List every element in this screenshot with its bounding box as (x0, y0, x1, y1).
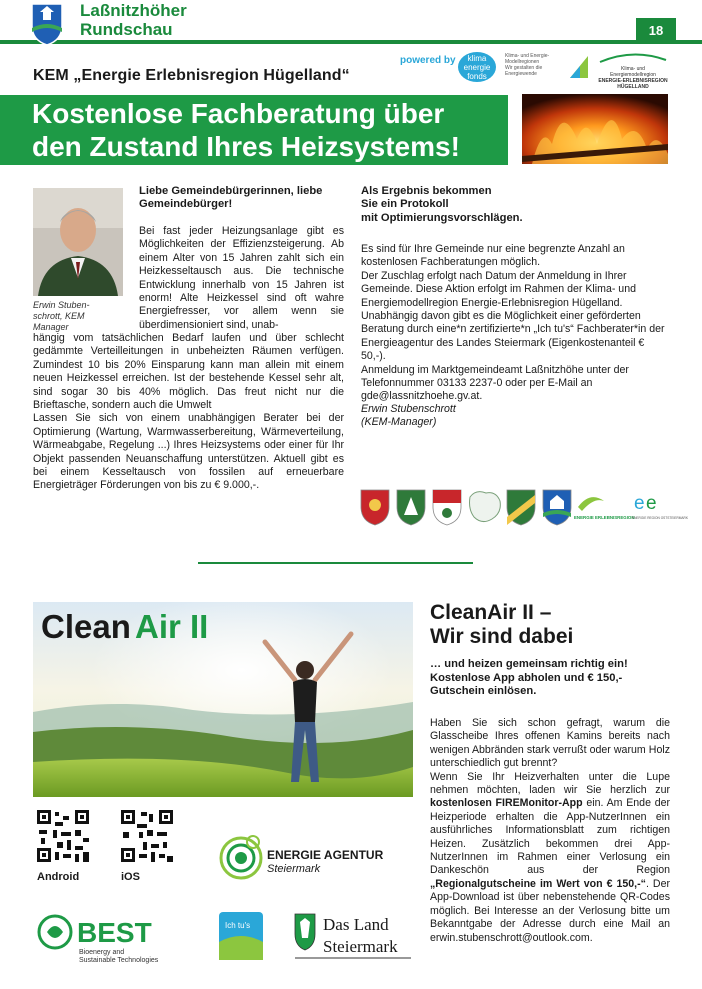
signature (361, 403, 456, 430)
best-sub2: Sustainable Technologies (79, 957, 159, 964)
municipality-coats-row (358, 487, 688, 527)
region-logo-line3: HÜGELLAND (617, 84, 649, 90)
result-heading: Als Ergebnis bekommen Sie ein Protokoll (361, 185, 492, 211)
coat-of-arms-1-icon (361, 490, 389, 525)
kem-title: KEM „Energie Erlebnisregion Hügelland“ (33, 67, 350, 84)
headline-line2: den Zustand Ihres Heizsystems! (32, 131, 460, 162)
article-headline (32, 97, 502, 163)
ich-tus-logo (219, 912, 263, 960)
cleanair-title-part2: Air II (135, 608, 209, 645)
cleanair-promo-graphic (33, 602, 413, 972)
energie-erlebnisregion-logo (574, 497, 635, 520)
ichtus-label: Ich tu's (225, 921, 251, 930)
fire-photo (522, 94, 668, 164)
cleanair-subheading: … und heizen gemeinsam richtig ein! Kostenlose App abholen und € 150,- Gutschein einlösen. (430, 658, 628, 697)
cleanair-paragraph-2 (430, 771, 670, 945)
agentur-line2: Steiermark (267, 863, 321, 875)
ee-logo-mark-icon: e (634, 493, 645, 514)
signature-name: Erwin Stubenschrott (361, 403, 456, 415)
energie-logo-label: ENERGIE ERLEBNISREGION (574, 515, 635, 520)
ios-label: iOS (121, 871, 140, 883)
land-line1: Das Land (323, 915, 389, 934)
qr-code-ios-icon (119, 808, 175, 864)
kem-logo-line1: Klima- und Energie-Modellregionen (505, 53, 550, 65)
newspaper-title-line1: Laßnitzhöher (80, 1, 187, 20)
article-text-col2 (361, 243, 668, 404)
kem-leaf-icon (568, 54, 590, 80)
best-sub1: Bioenergy and (79, 949, 125, 956)
coat-of-arms-3-icon (433, 490, 461, 525)
col2-paragraph-3: Unabhängig davon gibt es die Möglichkeit einer geförderten Beratung durch eine*n zertifizierte*n „Ich tu's“ Fachberater*in der Energieagentur des Landes Steiermark (Eigenkostenanteil € 50,-). (361, 310, 665, 363)
article-text-col1-bottom (33, 332, 344, 493)
region-map-icon (470, 492, 501, 522)
qr-code-android-icon (35, 808, 91, 864)
newspaper-title (80, 1, 187, 39)
cleanair-p2-text-e: . Der App-Download ist über nebenstehende QR-Codes möglich. Bei Interesse an der Verlosung bitte um Bekanntgabe der Adresse durch eine Mail an erwin.stubenschrott@outlook.com. (430, 877, 670, 944)
col2-paragraph-2: Der Zuschlag erfolgt nach Datum der Anmeldung in Ihrer Gemeinde. Diese Aktion erfolgt im Rahmen der Klima- und Energiemodellregion Energie-Erlebnisregion Hügelland. (361, 269, 636, 309)
col1-paragraph-1: hängig vom tatsächlichen Bedarf laufen und über schlecht gedämmte Verteilleitungen in unbeheizten Räumen verfügen. Zumindest 10 bis 20% Einsparung kann man allein mit einem neuen Heizkessel erreichen. Ist der bestehende Kessel sehr alt, sind sogar 30 bis 40% möglich. Das freut nicht nur die Brieftasche, sondern auch die Umwelt (33, 332, 344, 412)
result-heading-2: mit Optimierungsvorschlägen. (361, 212, 523, 224)
kem-logo-line2: Wir gestalten die Energiewende (505, 65, 543, 77)
article-greeting: Liebe Gemeindebürgerinnen, liebe Gemeindebürger! (139, 185, 323, 211)
cleanair-app-name: kostenlosen FIREMonitor-App (430, 797, 583, 810)
photo-caption: Erwin Stuben-schrott, KEM Manager (33, 300, 90, 332)
cleanair-promo-svg (33, 602, 413, 972)
land-line2: Steiermark (323, 937, 398, 956)
klima-fonds-logo: klima energie fonds (458, 52, 496, 82)
powered-by-label: powered by (400, 55, 456, 66)
android-label: Android (37, 871, 80, 883)
region-logo (598, 52, 668, 90)
municipality-crest-icon (30, 2, 64, 46)
section-divider (198, 562, 473, 564)
ee-logo-label: ENERGIE REGION OSTSTEIERMARK (632, 516, 688, 520)
coat-of-arms-2-icon (397, 490, 425, 525)
portrait-photo (33, 188, 123, 296)
best-wordmark: BEST (77, 917, 152, 948)
ee-logo-mark-icon-2: e (646, 493, 657, 514)
cleanair-title-part1: Clean (41, 608, 131, 645)
col1-paragraph-2: Lassen Sie sich von einem unabhängigen Berater bei der Optimierung (Wartung, Warmwasserbereitung, Wärmeverteilung, Wärmeabgabe, Regelung ...) Ihres Heizsystems oder einer für Ihr Objekt passenden Neuanschaffung unterstützen. Aktuell gibt es bei einem Kesseltausch von fossilen auf erneuerbare Energieträger Förderungen von bis zu € 9.000,-. (33, 412, 344, 492)
region-logo-line2: ENERGIE-ERLEBNISREGION (598, 78, 668, 84)
col2-paragraph-4: Anmeldung im Marktgemeindeamt Laßnitzhöhe unter der Telefonnummer 03133 2237-0 oder per E-Mail an gde@lassnitzhoehe.gv.at. (361, 363, 629, 403)
energie-region-oststeiermark-logo (632, 493, 689, 520)
cleanair-paragraph-1: Haben Sie sich schon gefragt, warum die Glasscheibe Ihres offenen Kamins bereits nach wenigen Abbränden stark verrußt oder warum Holz unterschiedlich gut brennt? (430, 717, 670, 770)
region-logo-line1: Klima- und Energiemodellregion (610, 66, 656, 78)
cleanair-voucher: „Regionalgutscheine im Wert von € 150,-“ (430, 877, 646, 890)
cleanair-p2-text-c: ein. Am Ende der Heizperiode erhalten die App-NutzerInnen ein ausführliches Informationsblatt zum richtigen Heizen. Zusätzlich bekommen drei App-NutzerInnen im Rahmen einer Verlosung ein Dankeschön aus der Region (430, 797, 671, 877)
coat-of-arms-4-icon (507, 490, 535, 525)
headline-line1: Kostenlose Fachberatung über (32, 98, 445, 129)
cleanair-heading (430, 601, 573, 649)
article-text-col1-top: Bei fast jeder Heizungsanlage gibt es Möglichkeiten der Effizienzsteigerung. Ab einem Alter von 15 Jahren zahlt sich ein Heizkesseltausch aus. Die technische Entwicklung innerhalb von 15 Jahren ist enorm! Alte Heizkessel sind oft wahre Energiefresser, vor allem wenn sie überdimensioniert sind, unab- (139, 225, 344, 331)
signature-role: (KEM-Manager) (361, 416, 437, 429)
agentur-line1: ENERGIE AGENTUR (267, 848, 384, 862)
region-swoosh-icon (598, 52, 668, 64)
header-rule (0, 40, 702, 44)
coat-of-arms-5-icon (543, 490, 571, 525)
col2-paragraph-1: Es sind für Ihre Gemeinde nur eine begrenzte Anzahl an kostenlosen Fachberatungen möglich. (361, 243, 625, 269)
cleanair-body (430, 717, 670, 945)
page-number: 18 (636, 18, 676, 42)
cleanair-p2-text-a: Wenn Sie Ihr Heizverhalten unter die Lupe nehmen möchten, laden wir Sie herzlich zur (430, 770, 670, 797)
newspaper-title-line2: Rundschau (80, 20, 173, 39)
cleanair-heading-line2: Wir sind dabei (430, 625, 574, 648)
cleanair-heading-line1: CleanAir II – (430, 601, 552, 624)
kem-logo-text (505, 53, 565, 77)
